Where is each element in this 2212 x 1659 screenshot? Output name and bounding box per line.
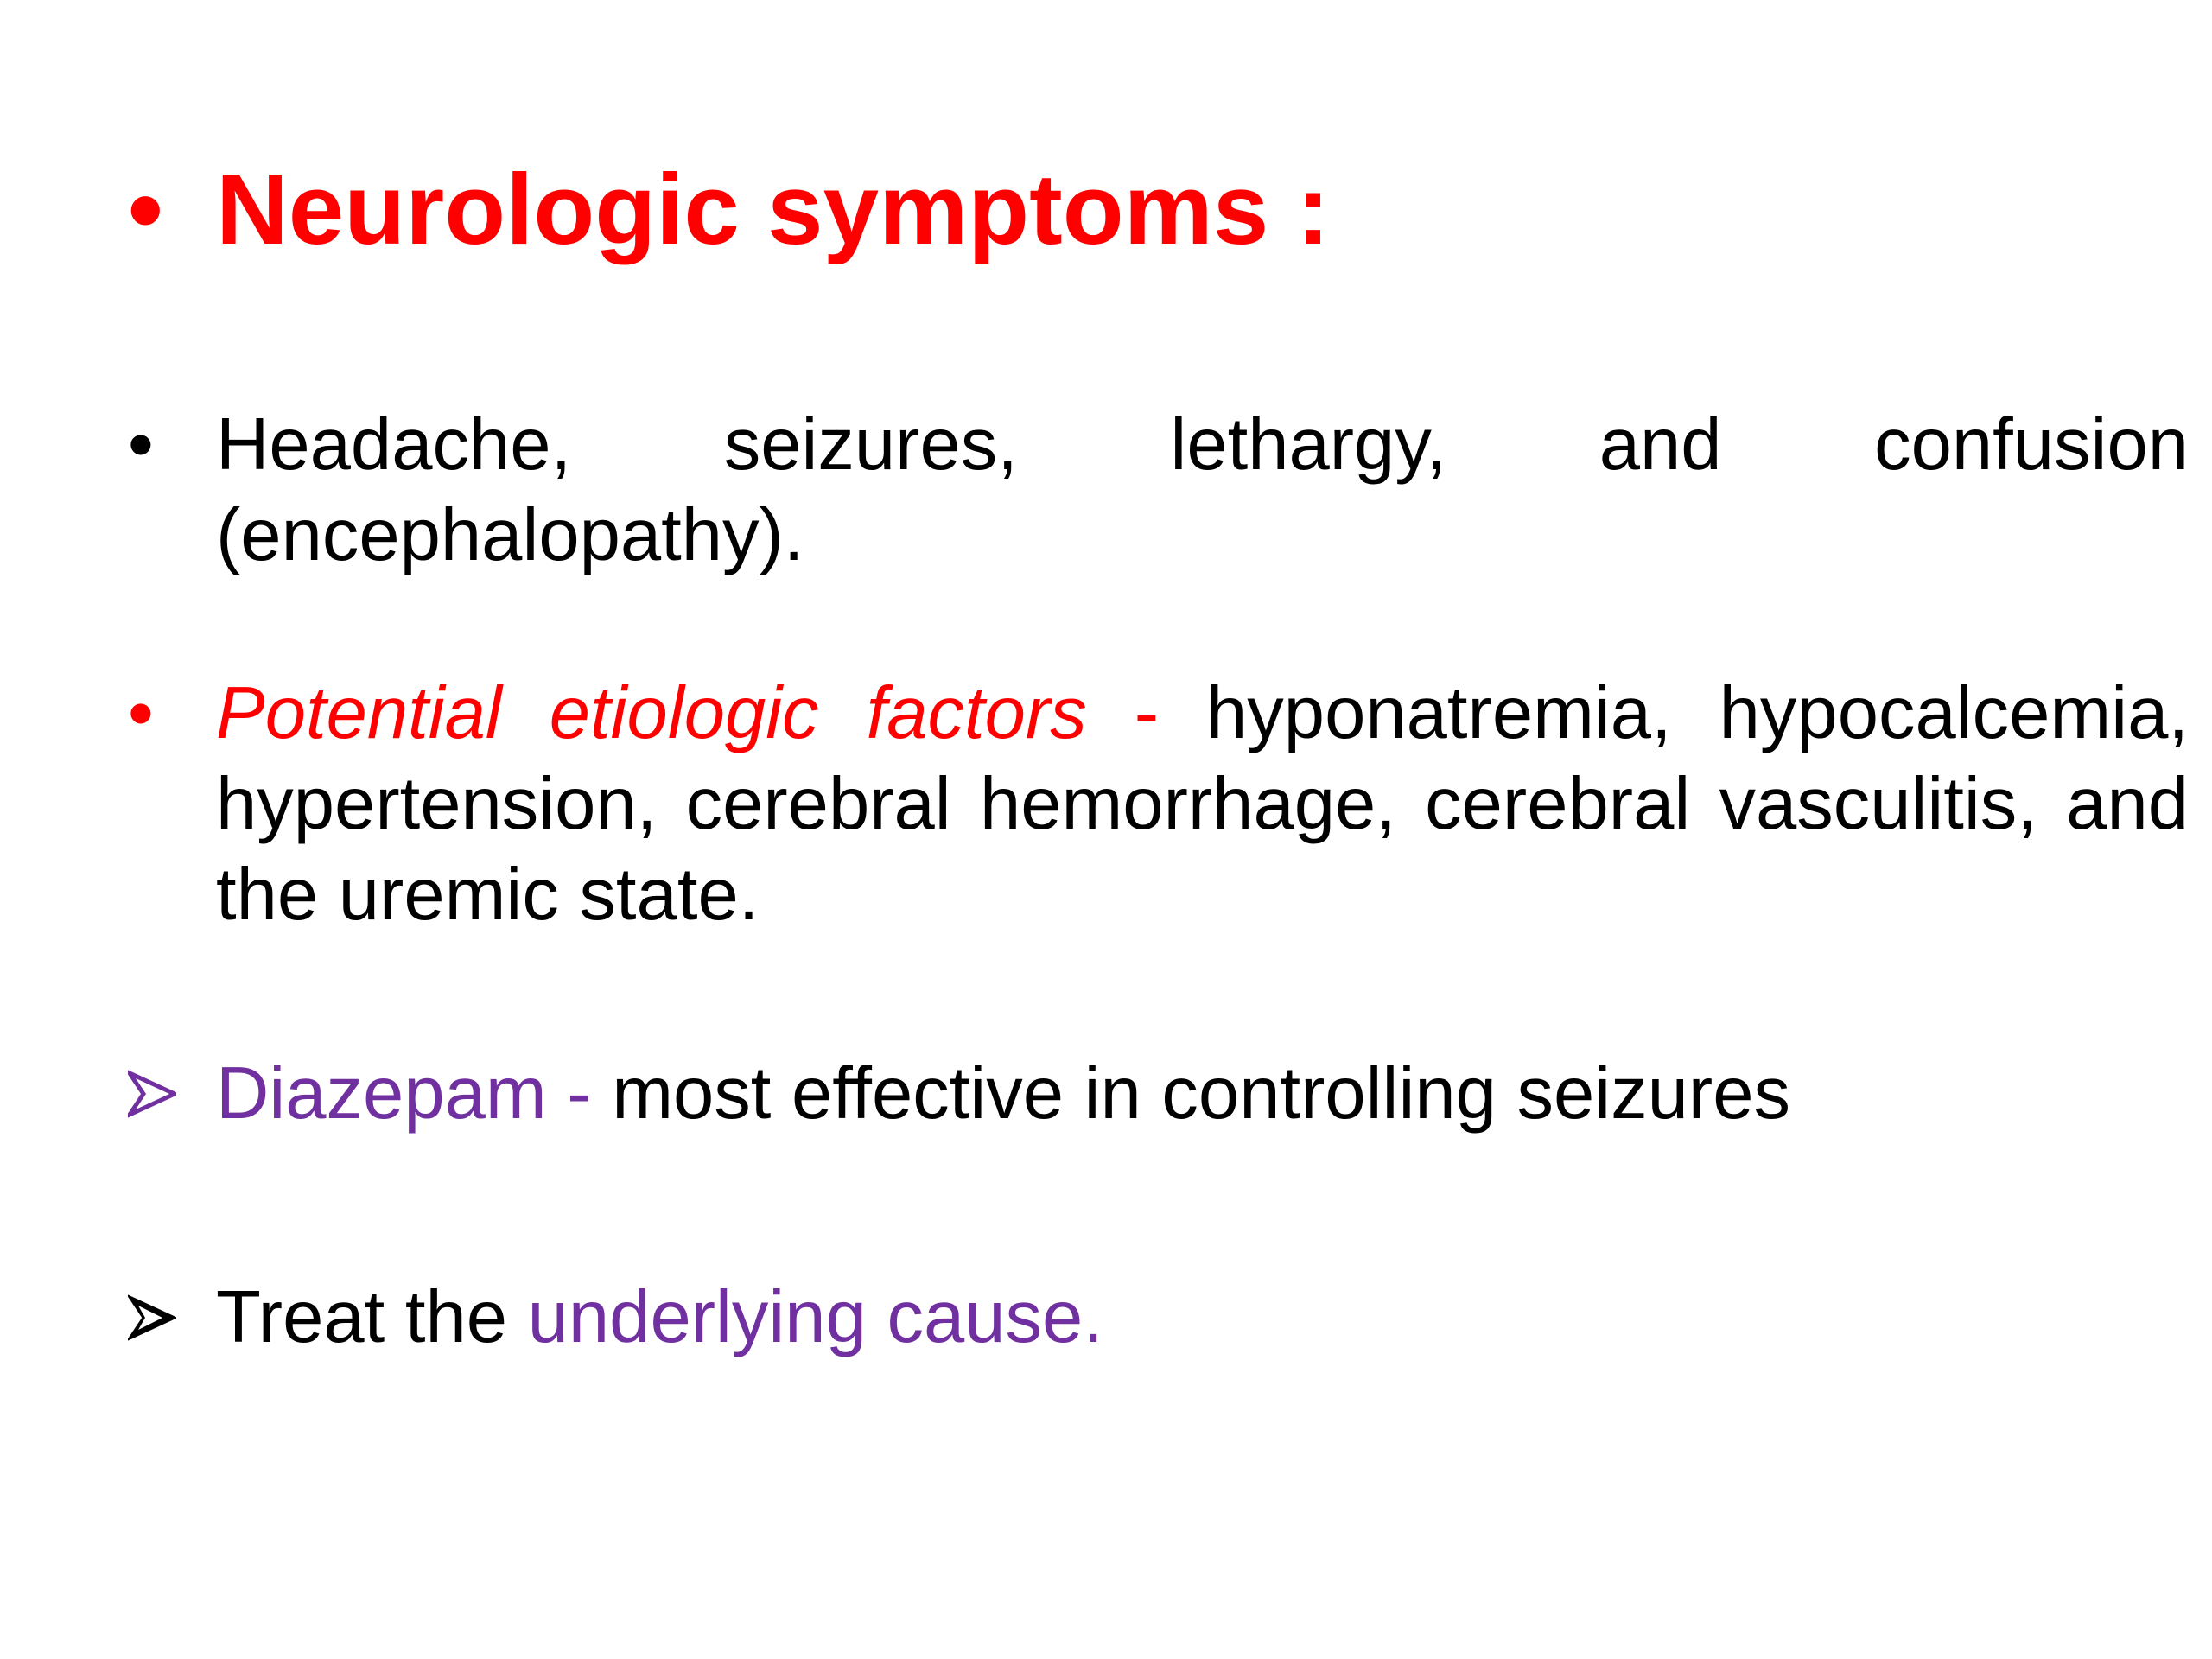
diazepam-description: most effective in controlling seizures	[612, 1052, 1790, 1135]
bullet-dot-icon: •	[128, 404, 154, 486]
treat-emphasis: underlying cause.	[527, 1276, 1103, 1358]
bullet-dot-icon: •	[128, 153, 163, 265]
bullet-dot-icon: •	[128, 672, 154, 754]
symptoms-text	[216, 399, 2189, 581]
etiology-text	[216, 668, 2189, 940]
symptoms-line-1: Headache, seizures, lethargy, and confusion	[216, 404, 2189, 486]
diazepam-term: Diazepam -	[216, 1052, 592, 1135]
symptoms-line-2: (encephalopathy).	[216, 494, 804, 576]
etiology-factors: hyponatremia, hypocalcemia, hypertension, cerebral hemorrhage, cerebral vasculitis, and the uremic state.	[216, 672, 2189, 936]
treat-text	[216, 1272, 2189, 1363]
diazepam-text	[216, 1048, 2189, 1139]
treat-instruction: Treat the	[216, 1276, 508, 1358]
heading-text: Neurologic symptoms :	[216, 153, 1331, 265]
etiology-dash: -	[1134, 672, 1160, 754]
arrow-right-icon	[128, 1272, 214, 1363]
etiology-label: Potential etiologic factors	[216, 672, 1087, 754]
arrow-right-icon	[128, 1048, 214, 1139]
